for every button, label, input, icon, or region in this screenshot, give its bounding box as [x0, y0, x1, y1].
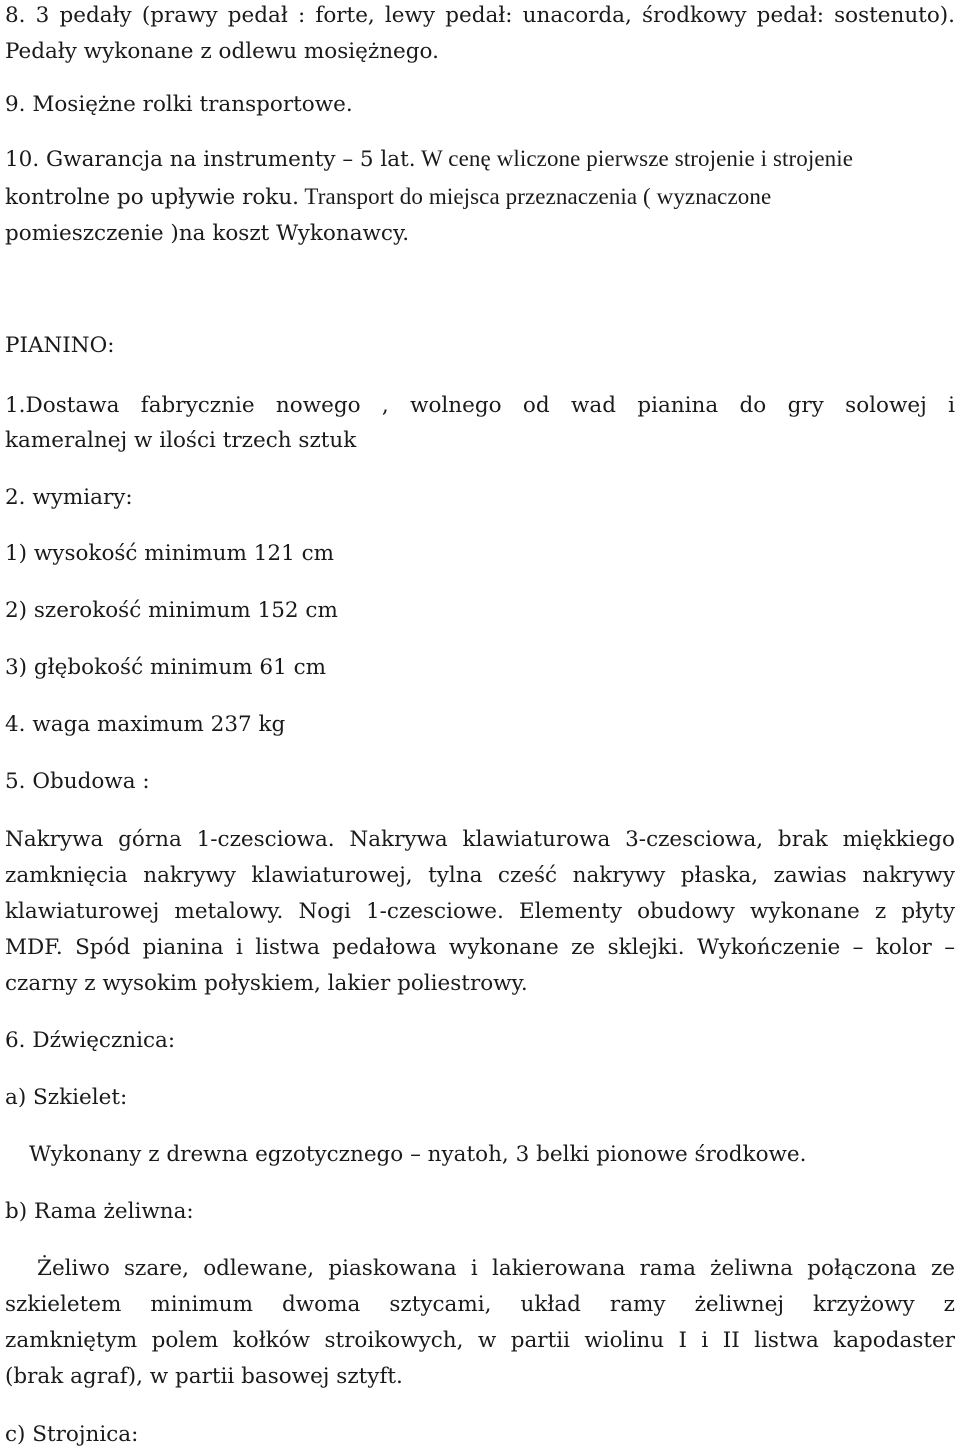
text-line-casing-3: klawiaturowej metalowy. Nogi 1-czesciowe. Elementy obudowy wykonane z płyty: [5, 899, 955, 924]
text-line-casing-4: MDF. Spód pianina i listwa pedałowa wykonane ze sklejki. Wykończenie – kolor –: [5, 935, 955, 960]
text-line-pedals: 8. 3 pedały (prawy pedał : forte, lewy pedał: unacorda, środkowy pedał: sostenuto).: [5, 3, 955, 28]
text-line-casing-5: czarny z wysokim połyskiem, lakier poliestrowy.: [5, 971, 528, 996]
text-line-frame-heading: a) Szkielet:: [5, 1085, 128, 1110]
text-line-pedals-material: Pedały wykonane z odlewu mosiężnego.: [5, 39, 439, 64]
text-line-iron-frame-4: (brak agraf), w partii basowej sztyft.: [5, 1364, 403, 1389]
text-line-weight: 4. waga maximum 237 kg: [5, 712, 286, 737]
text-line-iron-frame-heading: b) Rama żeliwna:: [5, 1199, 194, 1224]
text-line-casing-heading: 5. Obudowa :: [5, 769, 150, 794]
guarantee-tail: W cenę wliczone pierwsze strojenie i strojenie: [415, 146, 854, 171]
text-line-delivery: 1.Dostawa fabrycznie nowego , wolnego od wad pianina do gry solowej i: [5, 393, 955, 418]
text-line-width: 2) szerokość minimum 152 cm: [5, 598, 338, 623]
text-line-guarantee: [5, 145, 853, 174]
inspection-head: kontrolne po upływie roku.: [5, 185, 299, 210]
text-line-quantity: kameralnej w ilości trzech sztuk: [5, 428, 357, 453]
text-line-rollers: 9. Mosiężne rolki transportowe.: [5, 92, 353, 117]
text-line-iron-frame-1: Żeliwo szare, odlewane, piaskowana i lakierowana rama żeliwna połączona ze: [37, 1256, 955, 1281]
text-line-height: 1) wysokość minimum 121 cm: [5, 541, 335, 566]
text-line-room: pomieszczenie )na koszt Wykonawcy.: [5, 221, 410, 246]
guarantee-head: 10. Gwarancja na instrumenty – 5 lat.: [5, 147, 416, 172]
text-line-casing-1: Nakrywa górna 1-czesciowa. Nakrywa klawiaturowa 3-czesciowa, brak miękkiego: [5, 827, 955, 852]
text-line-iron-frame-2: szkieletem minimum dwoma sztycami, układ ramy żeliwnej krzyżowy z: [5, 1292, 955, 1317]
text-line-iron-frame-3: zamkniętym polem kołków stroikowych, w partii wiolinu I i II listwa kapodaster: [5, 1328, 955, 1353]
section-heading-pianino: PIANINO:: [5, 333, 115, 358]
text-line-dimensions-heading: 2. wymiary:: [5, 485, 133, 510]
text-line-depth: 3) głębokość minimum 61 cm: [5, 655, 327, 680]
text-line-frame-body: Wykonany z drewna egzotycznego – nyatoh, 3 belki pionowe środkowe.: [29, 1142, 807, 1167]
text-line-inspection: [5, 183, 771, 212]
text-line-soundboard-heading: 6. Dźwięcznica:: [5, 1028, 176, 1053]
text-line-casing-2: zamknięcia nakrywy klawiaturowej, tylna cześć nakrywy płaska, zawias nakrywy: [5, 863, 955, 888]
transport-tail: Transport do miejsca przeznaczenia ( wyznaczone: [299, 184, 772, 209]
text-line-tuning-heading: c) Strojnica:: [5, 1422, 139, 1447]
